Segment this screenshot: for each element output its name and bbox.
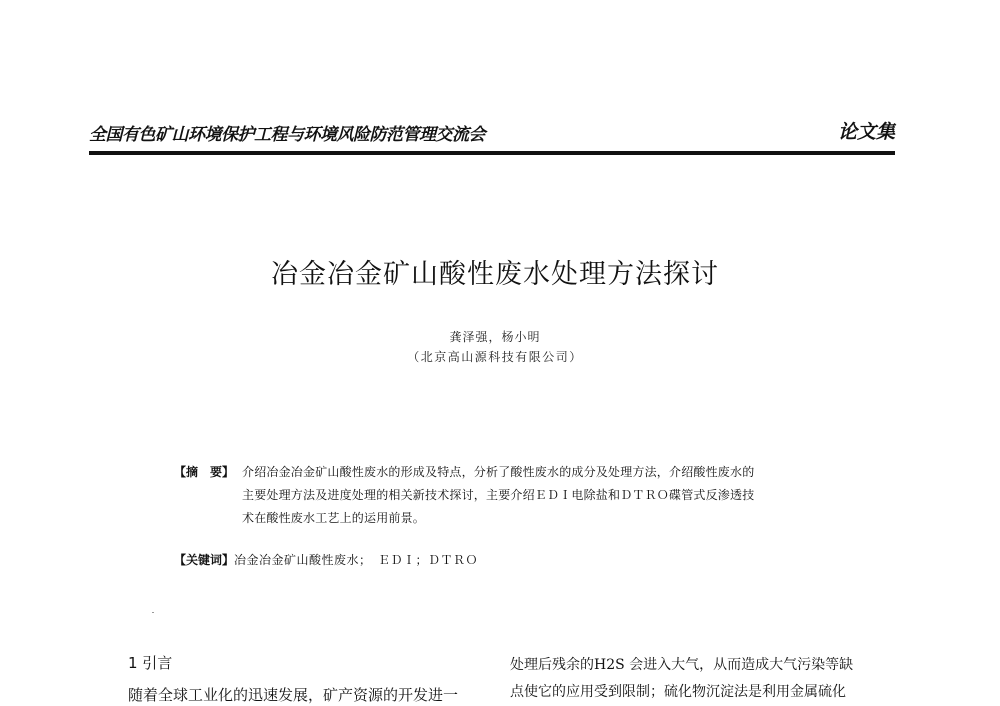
abstract-text	[242, 461, 834, 530]
abstract-label: 【摘 要】	[174, 465, 235, 479]
keywords-text: 冶金冶金矿山酸性废水； ＥＤＩ；ＤＴＲＯ	[234, 553, 479, 567]
header-rule	[89, 151, 895, 155]
abstract-line: 术在酸性废水工艺上的运用前景。	[242, 511, 426, 525]
keywords-label: 【关键词】	[174, 553, 235, 567]
scan-speck	[152, 612, 154, 613]
abstract-line: 主要处理方法及进度处理的相关新技术探讨，主要介绍ＥＤＩ电除盐和ＤＴＲＯ碟管式反渗透技	[242, 488, 755, 502]
section-heading: 1 引言	[128, 654, 173, 672]
collection-label: 论文集	[837, 121, 895, 143]
paper-authors: 龚泽强，杨小明	[449, 330, 541, 344]
body-text-left: 随着全球工业化的迅速发展，矿产资源的开发进一	[128, 686, 459, 704]
running-header	[89, 117, 895, 143]
body-line: 处理后残余的H2S 会进入大气，从而造成大气污染等缺	[510, 657, 854, 673]
body-text-right	[510, 652, 900, 706]
conference-name: 全国有色矿山环境保护工程与环境风险防范管理交流会	[89, 125, 485, 145]
paper-title: 冶金冶金矿山酸性废水处理方法探讨	[271, 259, 719, 290]
abstract-line: 介绍冶金冶金矿山酸性废水的形成及特点，分析了酸性废水的成分及处理方法，介绍酸性废水的	[242, 465, 755, 479]
abstract-block	[174, 461, 834, 530]
body-line: 点使它的应用受到限制；硫化物沉淀法是利用金属硫化	[510, 684, 846, 700]
paper-affiliation: （北京高山源科技有限公司）	[407, 350, 583, 364]
keywords	[174, 551, 478, 568]
